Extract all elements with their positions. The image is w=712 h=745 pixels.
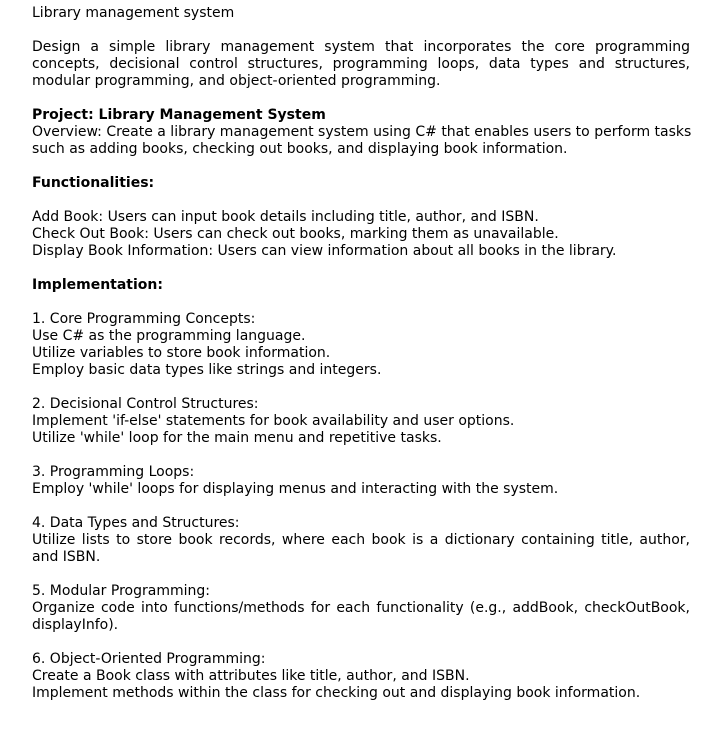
implementation-heading: Implementation: — [32, 277, 163, 293]
section-heading: 1. Core Programming Concepts: — [32, 311, 256, 327]
section-line: Employ 'while' loops for displaying menus and interacting with the system. — [32, 481, 559, 497]
section-line: Utilize 'while' loop for the main menu and repetitive tasks. — [32, 430, 442, 446]
functionality-item: Check Out Book: Users can check out books, marking them as unavailable. — [32, 226, 559, 242]
spacer — [32, 379, 690, 396]
section-heading: 5. Modular Programming: — [32, 583, 210, 599]
section-paragraph: Organize code into functions/methods for each functionality (e.g., addBook, checkOutBook, displayInfo). — [32, 600, 690, 633]
project-heading: Project: Library Management System — [32, 107, 326, 123]
spacer — [32, 260, 690, 277]
spacer — [32, 90, 690, 107]
section-line: Implement 'if-else' statements for book availability and user options. — [32, 413, 515, 429]
section-heading: 2. Decisional Control Structures: — [32, 396, 259, 412]
section-line: Implement methods within the class for checking out and displaying book information. — [32, 685, 641, 701]
section-heading: 6. Object-Oriented Programming: — [32, 651, 266, 667]
intro-paragraph: Design a simple library management system that incorporates the core programming concepts, decisional control structures, programming loops, data types and structures, modular programming, and object-oriented programming. — [32, 39, 690, 89]
section-heading: 3. Programming Loops: — [32, 464, 195, 480]
spacer — [32, 566, 690, 583]
section-line: Employ basic data types like strings and integers. — [32, 362, 382, 378]
spacer — [32, 22, 690, 39]
spacer — [32, 634, 690, 651]
section-paragraph: Utilize lists to store book records, where each book is a dictionary containing title, author, and ISBN. — [32, 532, 690, 565]
spacer — [32, 498, 690, 515]
functionalities-heading: Functionalities: — [32, 175, 155, 191]
section-heading: 4. Data Types and Structures: — [32, 515, 240, 531]
overview-line: Overview: Create a library management system using C# that enables users to perform tasks — [32, 124, 692, 140]
functionality-item: Display Book Information: Users can view information about all books in the library. — [32, 243, 617, 259]
spacer — [32, 294, 690, 311]
section-line: Create a Book class with attributes like title, author, and ISBN. — [32, 668, 470, 684]
document-title: Library management system — [32, 5, 235, 21]
spacer — [32, 447, 690, 464]
section-line: Use C# as the programming language. — [32, 328, 306, 344]
spacer — [32, 192, 690, 209]
functionality-item: Add Book: Users can input book details including title, author, and ISBN. — [32, 209, 539, 225]
spacer — [32, 158, 690, 175]
section-line: Utilize variables to store book information. — [32, 345, 331, 361]
overview-line: such as adding books, checking out books, and displaying book information. — [32, 141, 568, 157]
